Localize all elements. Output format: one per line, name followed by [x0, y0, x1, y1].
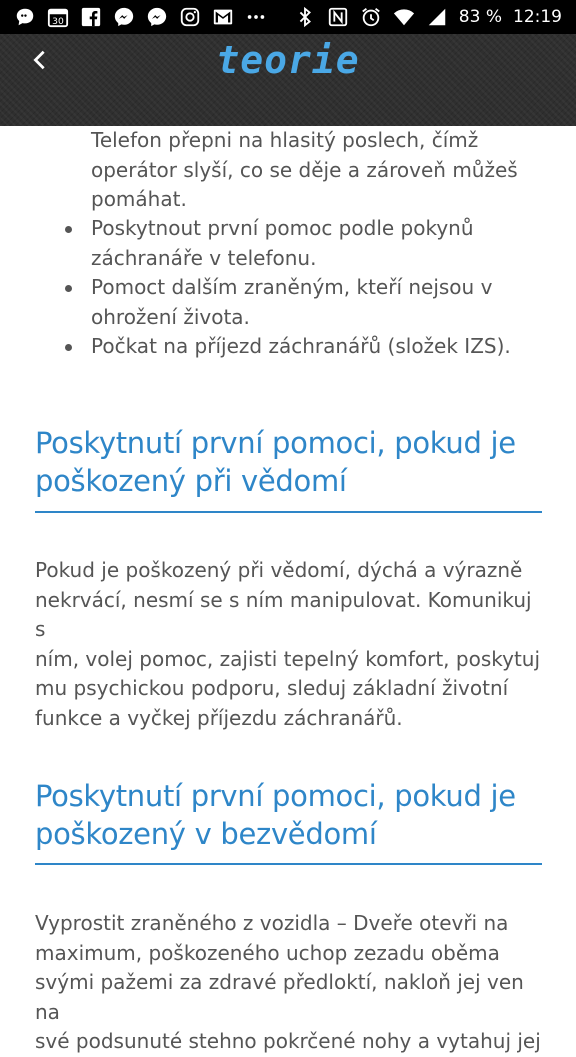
- text-line: Pomoct dalším zraněným, kteří nejsou v: [91, 275, 493, 299]
- text-line: Poskytnout první pomoc podle pokynů: [91, 216, 474, 240]
- more-icon: [245, 6, 267, 28]
- clock: 12:19: [513, 7, 562, 27]
- messenger-icon: [113, 6, 135, 28]
- text-line: operátor slyší, co se děje a zároveň můžeš: [91, 157, 518, 182]
- text-line: svými pažemi za zdravé předloktí, nakloň jej ven na: [35, 970, 524, 1024]
- text-line: záchranáře v telefonu.: [91, 245, 317, 270]
- text-line: své podsunuté stehno pokrčené nohy a vytahuj jej: [35, 1029, 541, 1053]
- text-line: Vyprostit zraněného z vozidla – Dveře otevři na: [35, 911, 509, 935]
- list-item: [56, 332, 546, 362]
- messaging-icon: [14, 6, 36, 28]
- signal-icon: [426, 6, 448, 28]
- paragraph-conscious: [35, 556, 543, 733]
- section-title-unconscious: [35, 777, 543, 853]
- calendar-icon: [47, 6, 69, 28]
- title-line: poškozený v bezvědomí: [35, 817, 377, 851]
- bullet-continuation: [91, 126, 541, 215]
- title-line: Poskytnutí první pomoci, pokud je: [35, 779, 516, 813]
- text-line: pomáhat.: [91, 187, 187, 211]
- list-item: [56, 273, 546, 332]
- title-line: poškozený při vědomí: [35, 464, 347, 498]
- bullet-dot: [65, 285, 72, 292]
- text-line: Telefon přepni na hlasitý poslech, čímž: [91, 128, 479, 152]
- gmail-icon: [212, 6, 234, 28]
- section-divider: [35, 863, 542, 865]
- text-line: ním, volej pomoc, zajisti tepelný komfort, poskytuj: [35, 646, 541, 671]
- bluetooth-icon: [294, 6, 316, 28]
- article-content: [0, 126, 576, 1053]
- wifi-icon: [393, 6, 415, 28]
- section-divider: [35, 511, 542, 513]
- text-line: Pokud je poškozený při vědomí, dýchá a výrazně: [35, 558, 523, 582]
- title-line: Poskytnutí první pomoci, pokud je: [35, 426, 516, 460]
- paragraph-unconscious: [35, 909, 543, 1057]
- text-line: mu psychickou podporu, sleduj základní životní: [35, 676, 509, 700]
- text-line: ohrožení života.: [91, 304, 250, 329]
- instagram-icon: [179, 6, 201, 28]
- facebook-icon: [80, 6, 102, 28]
- bullet-list: [56, 214, 546, 362]
- bullet-dot: [65, 344, 72, 351]
- alarm-icon: [360, 6, 382, 28]
- battery-percentage: 83 %: [458, 7, 502, 27]
- nfc-icon: [327, 6, 349, 28]
- status-bar: [0, 0, 576, 34]
- notification-icons: [14, 6, 267, 28]
- app-logo: teorie: [216, 38, 360, 82]
- messenger-icon: [146, 6, 168, 28]
- text-line: funkce a vyčkej příjezdu záchranářů.: [35, 705, 403, 730]
- text-line: nekrvácí, nesmí se s ním manipulovat. Komunikuj s: [35, 587, 532, 641]
- system-icons: [294, 6, 562, 28]
- bullet-dot: [65, 226, 72, 233]
- app-header: [0, 34, 576, 126]
- list-item: [56, 214, 546, 273]
- calendar-day: 30: [52, 15, 64, 27]
- text-line: maximum, poškozeného uchop zezadu oběma: [35, 940, 500, 965]
- text-line: Počkat na příjezd záchranářů (složek IZS).: [91, 334, 511, 358]
- section-title-conscious: [35, 424, 543, 500]
